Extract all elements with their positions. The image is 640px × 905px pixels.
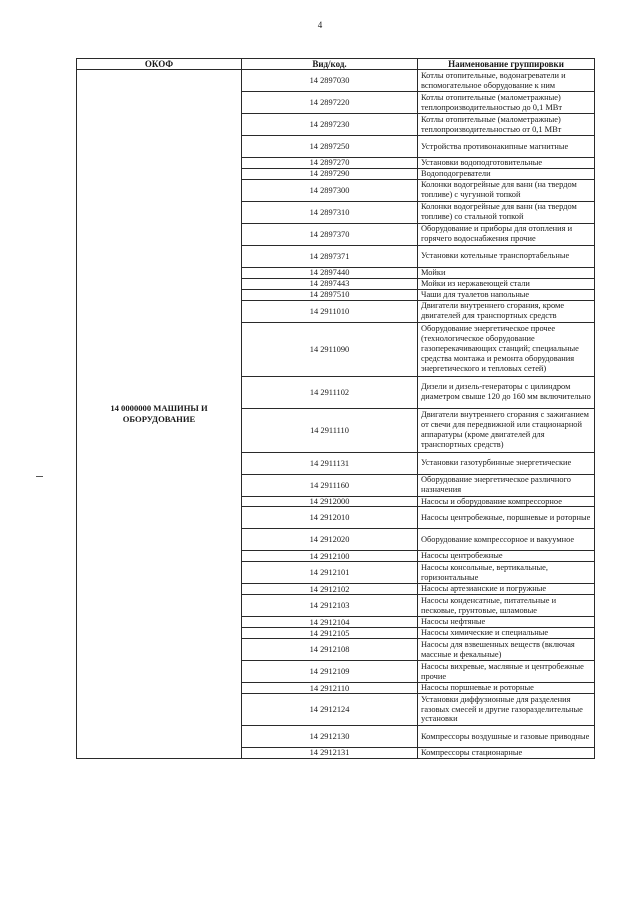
name-cell: Колонки водогрейные для ванн (на твердом топливе) с чугунной топкой: [418, 179, 595, 201]
okof-group-cell: 14 0000000 МАШИНЫ И ОБОРУДОВАНИЕ: [77, 70, 242, 759]
name-cell: Насосы центробежные, поршневые и роторные: [418, 507, 595, 529]
name-cell: Насосы для взвешенных веществ (включая массные и фекальные): [418, 639, 595, 661]
name-cell: Оборудование и приборы для отопления и горячего водоснабжения прочие: [418, 223, 595, 245]
code-cell: 14 2911160: [242, 474, 418, 496]
name-cell: Насосы артезианские и погружные: [418, 584, 595, 595]
header-okof: ОКОФ: [77, 59, 242, 70]
name-cell: Компрессоры стационарные: [418, 747, 595, 758]
name-cell: Установки диффузионные для разделения газовых смесей и другие газоразделительные установки: [418, 693, 595, 725]
name-cell: Оборудование энергетическое прочее (технологическое оборудование газоперекачивающих станций; специальные средства монтажа и ремонта оборудования энергетического и тепловых сетей): [418, 322, 595, 376]
code-cell: 14 2911102: [242, 376, 418, 408]
code-cell: 14 2911010: [242, 300, 418, 322]
name-cell: Насосы вихревые, масляные и центробежные прочие: [418, 661, 595, 683]
code-cell: 14 2897310: [242, 201, 418, 223]
name-cell: Насосы нефтяные: [418, 617, 595, 628]
code-cell: 14 2897371: [242, 245, 418, 267]
code-cell: 14 2897230: [242, 114, 418, 136]
name-cell: Котлы отопительные (малометражные) теплопроизводительностью до 0,1 МВт: [418, 92, 595, 114]
name-cell: Оборудование энергетическое различного назначения: [418, 474, 595, 496]
code-cell: 14 2897300: [242, 179, 418, 201]
name-cell: Котлы отопительные (малометражные) теплопроизводительностью от 0,1 МВт: [418, 114, 595, 136]
name-cell: Водоподогреватели: [418, 168, 595, 179]
code-cell: 14 2897220: [242, 92, 418, 114]
name-cell: Насосы конденсатные, питательные и песковые, грунтовые, шламовые: [418, 595, 595, 617]
code-cell: 14 2912010: [242, 507, 418, 529]
code-cell: 14 2912124: [242, 693, 418, 725]
code-cell: 14 2912000: [242, 496, 418, 507]
code-cell: 14 2912130: [242, 725, 418, 747]
code-cell: 14 2897290: [242, 168, 418, 179]
name-cell: Колонки водогрейные для ванн (на твердом топливе) со стальной топкой: [418, 201, 595, 223]
name-cell: Установки котельные транспортабельные: [418, 245, 595, 267]
code-cell: 14 2911090: [242, 322, 418, 376]
name-cell: Устройства противонакипные магнитные: [418, 136, 595, 158]
code-cell: 14 2897270: [242, 158, 418, 169]
name-cell: Дизели и дизель-генераторы с цилиндром диаметром свыше 120 до 160 мм включительно: [418, 376, 595, 408]
code-cell: 14 2912131: [242, 747, 418, 758]
name-cell: Чаши для туалетов напольные: [418, 289, 595, 300]
code-cell: 14 2912108: [242, 639, 418, 661]
code-cell: 14 2912100: [242, 551, 418, 562]
name-cell: Насосы и оборудование компрессорное: [418, 496, 595, 507]
code-cell: 14 2911110: [242, 408, 418, 452]
code-cell: 14 2897510: [242, 289, 418, 300]
code-cell: 14 2912103: [242, 595, 418, 617]
classification-table: [76, 58, 595, 759]
code-cell: 14 2897440: [242, 267, 418, 278]
margin-mark: [36, 476, 43, 477]
name-cell: Котлы отопительные, водонагреватели и вспомогательное оборудование к ним: [418, 70, 595, 92]
name-cell: Мойки из нержавеющей стали: [418, 278, 595, 289]
header-name: Наименование группировки: [418, 59, 595, 70]
code-cell: 14 2897443: [242, 278, 418, 289]
name-cell: Двигатели внутреннего сгорания с зажиганием от свечи для передвижной или стационарной аппаратуры (кроме двигателей для транспортных средств): [418, 408, 595, 452]
code-cell: 14 2897030: [242, 70, 418, 92]
name-cell: Насосы центробежные: [418, 551, 595, 562]
code-cell: 14 2897250: [242, 136, 418, 158]
code-cell: 14 2912020: [242, 529, 418, 551]
name-cell: Оборудование компрессорное и вакуумное: [418, 529, 595, 551]
name-cell: Двигатели внутреннего сгорания, кроме двигателей для транспортных средств: [418, 300, 595, 322]
name-cell: Насосы консольные, вертикальные, горизонтальные: [418, 562, 595, 584]
code-cell: 14 2912109: [242, 661, 418, 683]
name-cell: Компрессоры воздушные и газовые приводные: [418, 725, 595, 747]
table-header-row: [77, 59, 595, 70]
name-cell: Установки водоподготовительные: [418, 158, 595, 169]
code-cell: 14 2912110: [242, 683, 418, 694]
name-cell: Установки газотурбинные энергетические: [418, 452, 595, 474]
table-row: [77, 70, 595, 92]
code-cell: 14 2911131: [242, 452, 418, 474]
name-cell: Насосы поршневые и роторные: [418, 683, 595, 694]
code-cell: 14 2912104: [242, 617, 418, 628]
name-cell: Насосы химические и специальные: [418, 628, 595, 639]
code-cell: 14 2897370: [242, 223, 418, 245]
header-code: Вид/код.: [242, 59, 418, 70]
code-cell: 14 2912105: [242, 628, 418, 639]
code-cell: 14 2912101: [242, 562, 418, 584]
name-cell: Мойки: [418, 267, 595, 278]
page-number: 4: [317, 20, 323, 30]
code-cell: 14 2912102: [242, 584, 418, 595]
